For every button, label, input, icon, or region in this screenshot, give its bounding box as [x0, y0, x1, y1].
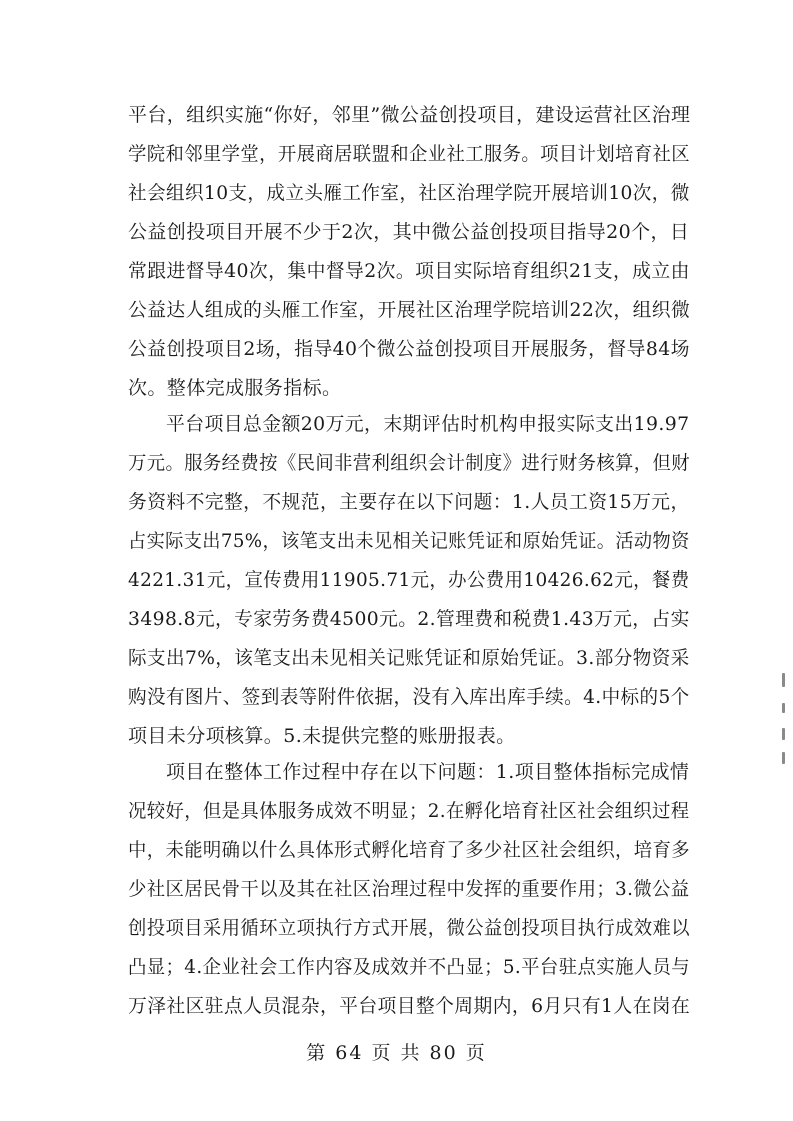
scan-edge-mark [782, 673, 785, 687]
text-line: 购没有图片、签到表等附件依据，没有入库出库手续。4.中标的5个 [128, 686, 690, 708]
scan-edge-mark [782, 728, 785, 740]
text-line: 凸显；4.企业社会工作内容及成效并不凸显；5.平台驻点实施人员与 [128, 956, 691, 978]
text-line: 学院和邻里学堂，开展商居联盟和企业社工服务。项目计划培育社区 [128, 143, 690, 165]
text-line: 占实际支出75%，该笔支出未见相关记账凭证和原始凭证。活动物资 [128, 530, 690, 552]
text-line: 公益创投项目开展不少于2次，其中微公益创投项目指导20个，日 [128, 221, 690, 243]
text-line: 社会组织10支，成立头雁工作室，社区治理学院开展培训10次，微 [128, 182, 690, 204]
text-line: 常跟进督导40次，集中督导2次。项目实际培育组织21支，成立由 [128, 260, 690, 282]
text-line: 平台项目总金额20万元，末期评估时机构申报实际支出19.97 [166, 413, 690, 435]
page-number: 第 64 页 共 80 页 [306, 1042, 487, 1064]
text-line: 万泽社区驻点人员混杂，平台项目整个周期内，6月只有1人在岗在 [128, 995, 691, 1017]
scan-edge-mark [782, 703, 785, 713]
text-line: 4221.31元，宣传费用11905.71元，办公费用10426.62元，餐费 [128, 569, 690, 591]
scan-edge-mark [782, 752, 785, 764]
text-line: 公益达人组成的头雁工作室，开展社区治理学院培训22次，组织微 [128, 299, 691, 321]
text-line: 创投项目采用循环立项执行方式开展，微公益创投项目执行成效难以 [128, 917, 690, 939]
text-line: 中，未能明确以什么具体形式孵化培育了多少社区社会组织，培育多 [128, 839, 690, 861]
text-line: 平台，组织实施“你好，邻里”微公益创投项目，建设运营社区治理 [128, 104, 691, 126]
text-line: 项目在整体工作过程中存在以下问题：1.项目整体指标完成情 [166, 761, 690, 783]
text-line: 3498.8元，专家劳务费4500元。2.管理费和税费1.43万元，占实 [128, 608, 690, 630]
text-line: 况较好，但是具体服务成效不明显；2.在孵化培育社区社会组织过程 [128, 800, 690, 822]
text-line: 万元。服务经费按《民间非营利组织会计制度》进行财务核算，但财 [128, 452, 690, 474]
text-line: 少社区居民骨干以及其在社区治理过程中发挥的重要作用；3.微公益 [128, 878, 690, 900]
text-line: 务资料不完整，不规范，主要存在以下问题：1.人员工资15万元， [128, 491, 690, 513]
text-line: 项目未分项核算。5.未提供完整的账册报表。 [128, 725, 516, 747]
text-line: 公益创投项目2场，指导40个微公益创投项目开展服务，督导84场 [128, 338, 690, 360]
text-line: 次。整体完成服务指标。 [128, 377, 342, 399]
text-line: 际支出7%，该笔支出未见相关记账凭证和原始凭证。3.部分物资采 [128, 647, 690, 669]
